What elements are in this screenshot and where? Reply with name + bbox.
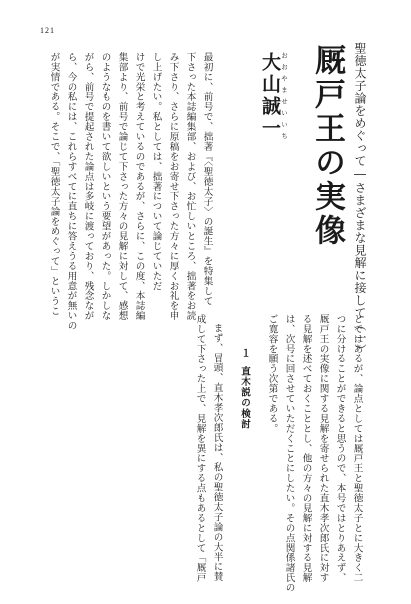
page-number: 121 [40, 26, 55, 35]
upper-line-2: 下さった本誌編集部、および、お忙しいところ、拙著をお読 [184, 52, 196, 321]
article-subtitle: 聖徳太子論をめぐって―さまざまな見解に接して（一） [353, 42, 367, 357]
upper-line-3: み下さり、さらに原稿をお寄せ下さった方々に厚くお礼を申 [167, 52, 179, 321]
upper-line-9: ら、今の私には、これらすべてに直ちに答えうる用意が無いの [65, 52, 77, 331]
section-number: １ [239, 348, 250, 359]
upper-line-5: けで光栄と考えているのであるが、さらに、この度、本誌編 [133, 52, 145, 321]
lower-line-7: まず、冒頭、直木孝次郎氏は、私の聖徳太子論の大半に賛 [211, 323, 223, 582]
lower-line-4: る見解を述べておくこととし、他の方々の見解に対する見解 [300, 314, 312, 583]
author-name: 大山誠一 [259, 52, 281, 140]
lower-line-6: ご寛容を願う次第である。 [266, 314, 278, 434]
section-title: 直木説の検討 [239, 366, 250, 430]
lower-line-1: とではあるが、論点としては厩戸王と聖徳太子とに大きく二 [351, 314, 363, 583]
author-reading: おおやませいいち [280, 52, 288, 144]
upper-line-4: し上げたい。私としては、拙著について論じていただ [150, 52, 162, 291]
lower-line-3: 厩戸王の実像に関する見解を寄せられた直木孝次郎氏に対す [317, 314, 329, 583]
upper-line-8: がら、前号で提起された論点は多岐に渡っており、残念なが [82, 52, 94, 321]
upper-line-1: 最初に、前号で、拙著『〈聖徳太子〉の誕生』を特集して [201, 52, 213, 306]
upper-line-6: 集部より、前号で論じて下さった方々の見解に対して、感想 [116, 52, 128, 321]
lower-line-2: つに分けることができると思うので、本号ではとりあえず、 [334, 314, 346, 583]
upper-line-7: のようなものを書いて欲しいという要望があった。しかしな [99, 52, 111, 321]
upper-line-10: が実情である。そこで、「聖徳太子論をめぐって」というこ [48, 52, 60, 316]
article-title: 厩戸王の実像 [309, 44, 345, 248]
lower-line-5: は、次号に回させていただくことにしたい。その点関係諸氏の [283, 314, 295, 593]
lower-line-8: 成して下さった上で、見解を異にする点もあるとして「厩戸 [194, 314, 206, 583]
